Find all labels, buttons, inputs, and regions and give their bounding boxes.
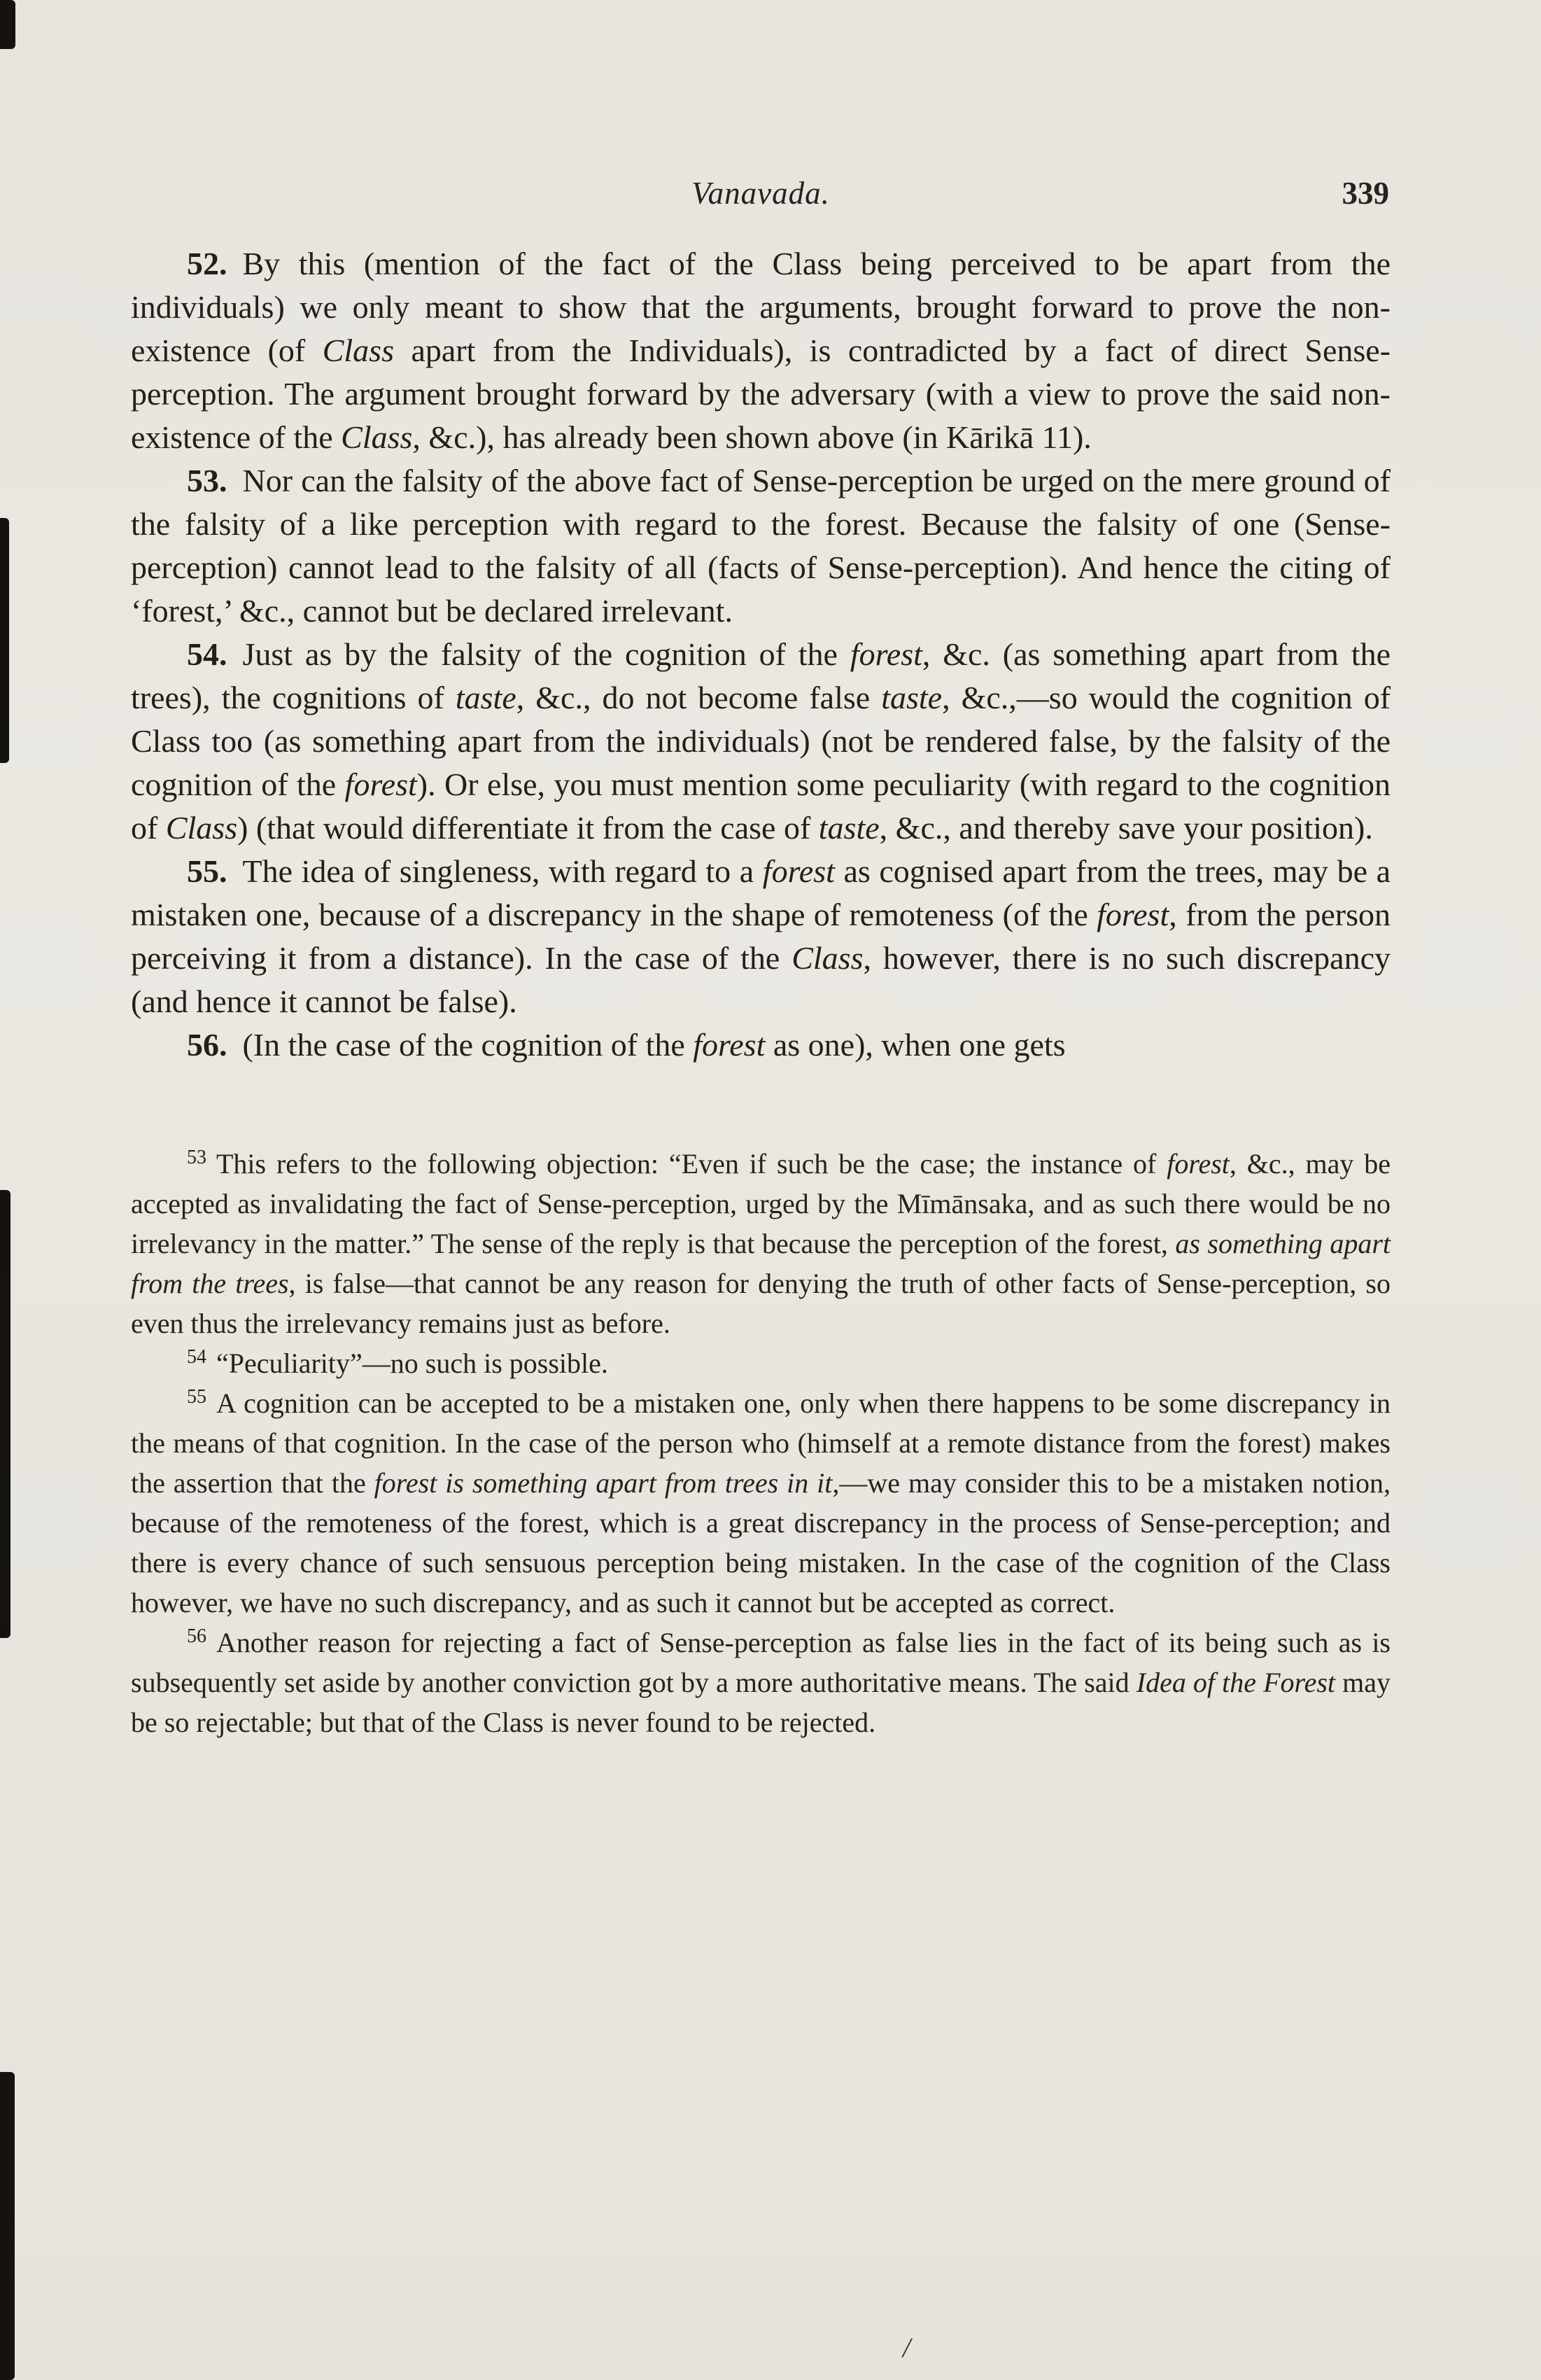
footnote-marker: 56 xyxy=(187,1625,206,1647)
footnote-text: Another reason for rejecting a fact of Sense-perception as false lies in the fact of its being such as is subsequently set aside by another conviction got by a more authoritative means. The said Idea of the Forest may be so rejectable; but that of the Class is never found to be rejected. xyxy=(131,1627,1391,1738)
paragraph-number: 56. xyxy=(187,1027,227,1063)
paragraph-56 xyxy=(131,1023,1391,1067)
paragraph-54 xyxy=(131,633,1391,850)
footnote-marker: 54 xyxy=(187,1345,206,1368)
scan-edge-artifact xyxy=(0,1190,10,1638)
page-header xyxy=(131,175,1391,224)
paragraph-text: Nor can the falsity of the above fact of Sense-perception be urged on the mere ground of the falsity of a like perception with regard to the forest. Because the falsity of one (Sense-perception) cannot lead to the falsity of all (facts of Sense-perception). And hence the citing of ‘forest,’ &c., cannot but be declared irrelevant. xyxy=(131,463,1391,629)
running-title: Vanavada. xyxy=(691,176,830,211)
footnotes-section xyxy=(131,1144,1391,1742)
paragraph-52 xyxy=(131,242,1391,459)
scan-edge-artifact xyxy=(0,2072,15,2380)
scan-edge-artifact xyxy=(0,518,9,763)
page-number: 339 xyxy=(1342,176,1389,211)
footnote-text: “Peculiarity”—no such is possible. xyxy=(216,1348,608,1379)
paragraph-text: The idea of singleness, with regard to a forest as cognised apart from the trees, may be a mistaken one, because of a discrepancy in the shape of remoteness (of the forest, from the person perceiving it from a distance). In the case of the Class, however, there is no such discrepancy (and hence it cannot be false). xyxy=(131,853,1391,1019)
footnote-marker: 55 xyxy=(187,1385,206,1408)
body-text xyxy=(131,242,1391,1067)
scan-edge-artifact xyxy=(0,0,15,49)
footnote-55 xyxy=(131,1383,1391,1623)
footnote-text: This refers to the following objection: “Even if such be the case; the instance of forest, &c., may be accepted as invalidating the fact of Sense-perception, urged by the Mīmānsaka, and as such there would be no irrelevancy in the matter.” The sense of the reply is that because the perception of the forest, as something apart from the trees, is false—that cannot be any reason for denying the truth of other facts of Sense-perception, so even thus the irrelevancy remains just as before. xyxy=(131,1148,1391,1339)
page-content xyxy=(131,175,1391,1742)
paragraph-text: By this (mention of the fact of the Class being perceived to be apart from the individuals) we only meant to show that the arguments, brought forward to prove the non-existence (of Class apart from the Individuals), is contradicted by a fact of direct Sense-perception. The argument brought forward by the adversary (with a view to prove the said non-existence of the Class, &c.), has already been shown above (in Kārikā 11). xyxy=(131,246,1391,455)
paragraph-text: Just as by the falsity of the cognition of the forest, &c. (as something apart from the trees), the cognitions of taste, &c., do not become false taste, &c.,—so would the cognition of Class too (as something apart from the individuals) (not be rendered false, by the falsity of the cognition of the forest). Or else, you must mention some peculiarity (with regard to the cognition of Class) (that would differentiate it from the case of taste, &c., and thereby save your position). xyxy=(131,636,1391,846)
paragraph-text: (In the case of the cognition of the forest as one), when one gets xyxy=(242,1027,1066,1063)
footnote-56 xyxy=(131,1623,1391,1742)
footnote-text: A cognition can be accepted to be a mistaken one, only when there happens to be some discrepancy in the means of that cognition. In the case of the person who (himself at a remote distance from the forest) makes the assertion that the forest is something apart from trees in it,—we may consider this to be a mistaken notion, because of the remoteness of the forest, which is a great discrepancy in the process of Sense-perception; and there is every chance of such sensuous perception being mistaken. In the case of the cognition of the Class however, we have no such discrepancy, and as such it cannot but be accepted as correct. xyxy=(131,1387,1391,1618)
footnote-53 xyxy=(131,1144,1391,1343)
footnote-54 xyxy=(131,1343,1391,1383)
footnote-marker: 53 xyxy=(187,1146,206,1168)
paragraph-55 xyxy=(131,850,1391,1023)
stray-scan-mark: / xyxy=(903,2332,911,2363)
paragraph-number: 53. xyxy=(187,463,227,498)
paragraph-number: 52. xyxy=(187,246,227,281)
paragraph-number: 55. xyxy=(187,853,227,889)
paragraph-53 xyxy=(131,459,1391,633)
paragraph-number: 54. xyxy=(187,636,227,672)
